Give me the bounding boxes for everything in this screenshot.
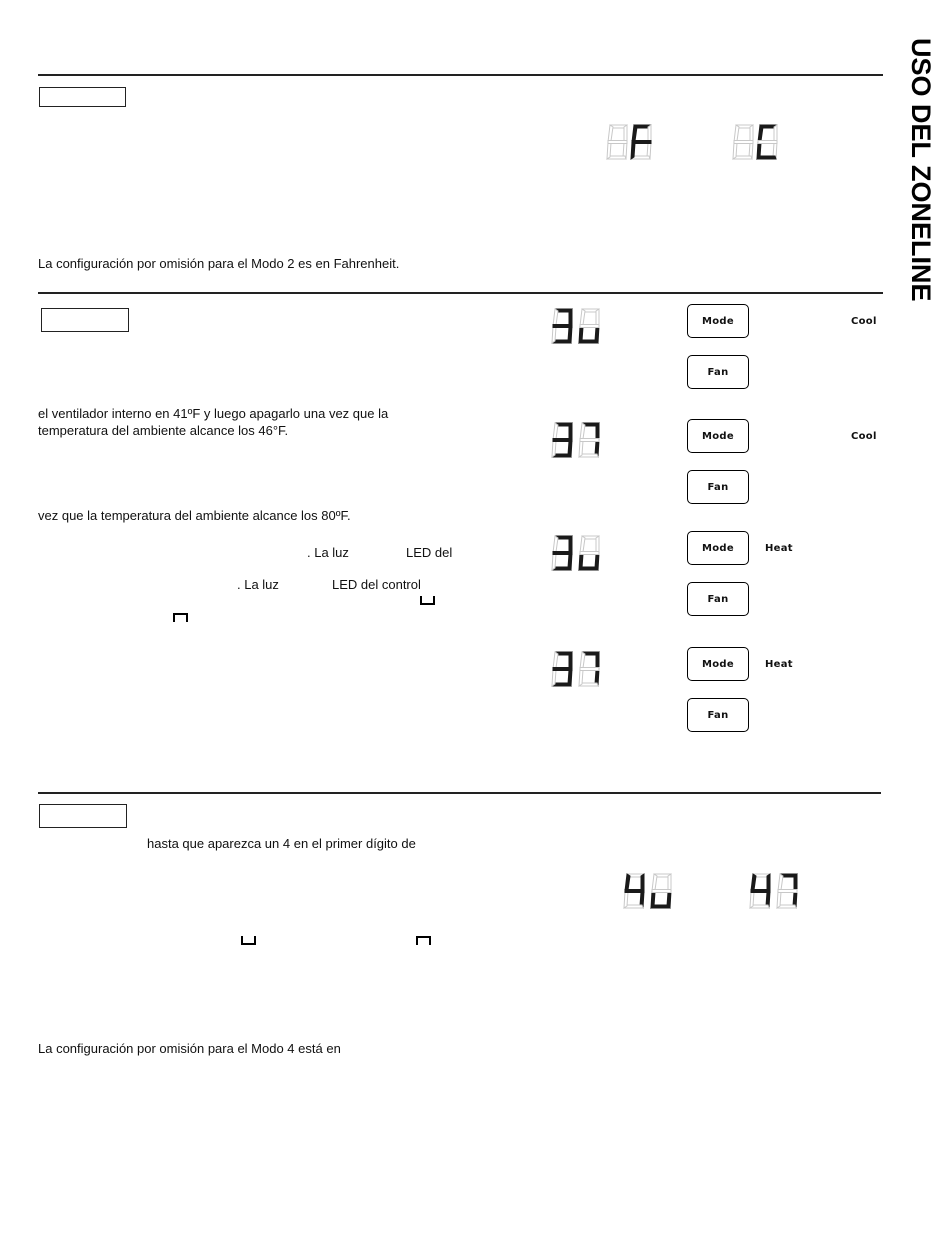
segment-e-off xyxy=(624,891,628,908)
display-8C xyxy=(733,125,777,159)
segment-e-off xyxy=(552,440,556,457)
fan-button[interactable]: Fan xyxy=(687,698,749,732)
segment-g-on xyxy=(553,552,572,555)
segment-g-off xyxy=(580,668,599,671)
segment-b-on xyxy=(596,423,599,440)
segment-g-on xyxy=(553,668,572,671)
segment-b-on xyxy=(569,423,572,440)
led-text-a2: LED del xyxy=(406,545,453,560)
cool-label: Cool xyxy=(851,316,877,327)
segment-b-off xyxy=(750,125,753,142)
section-1-rule xyxy=(38,74,883,76)
segment-e-on xyxy=(579,326,583,343)
led-text-b2: LED del control xyxy=(332,577,421,592)
side-section-title: USO DEL ZONELINE xyxy=(906,38,936,302)
segment-e-off xyxy=(552,669,556,686)
segment-b-on xyxy=(767,874,770,891)
segment-g-off xyxy=(580,552,599,555)
segment-e-on xyxy=(757,142,761,159)
led-off-symbol-icon xyxy=(241,936,256,945)
segment-g-off xyxy=(758,141,777,144)
segment-b-off xyxy=(624,125,627,142)
segment-f-off xyxy=(580,423,585,440)
segment-f-off xyxy=(778,874,783,891)
led-on-symbol-icon xyxy=(173,613,188,622)
section-2-label-box xyxy=(41,308,129,332)
segment-b-on xyxy=(569,652,572,669)
segment-f-off xyxy=(580,536,585,553)
segment-f-off xyxy=(608,125,613,142)
segment-b-on xyxy=(569,309,572,326)
display-4U xyxy=(624,874,671,908)
cool-note-line-1: el ventilador interno en 41ºF y luego apagarlo una vez que la xyxy=(38,406,389,421)
section-3-displays xyxy=(622,871,822,911)
segment-b-on xyxy=(569,536,572,553)
display-8F xyxy=(607,125,651,159)
segment-b-off xyxy=(596,309,599,326)
fan-button[interactable]: Fan xyxy=(687,470,749,504)
section-1-displays xyxy=(605,122,805,162)
segment-e-off xyxy=(579,669,583,686)
segment-b-off xyxy=(774,125,777,142)
mode-4-default-note: La configuración por omisión para el Modo 4 está en xyxy=(38,1041,341,1056)
segment-b-off xyxy=(668,874,671,891)
segment-g-off xyxy=(778,890,797,893)
segment-f-off xyxy=(553,423,558,440)
display-47 xyxy=(750,874,797,908)
segment-e-off xyxy=(733,142,737,159)
section-3-rule xyxy=(38,792,881,794)
section-3-label-box xyxy=(39,804,127,828)
display-3U-cool xyxy=(550,306,606,346)
section-2-rule xyxy=(38,292,883,294)
heat-label: Heat xyxy=(765,659,793,670)
mode-button[interactable]: Mode xyxy=(687,419,749,453)
segment-e-on xyxy=(579,553,583,570)
fan-button[interactable]: Fan xyxy=(687,355,749,389)
segment-f-off xyxy=(580,652,585,669)
segment-e-on xyxy=(631,142,635,159)
segment-g-on xyxy=(553,325,572,328)
segment-g-on xyxy=(553,439,572,442)
segment-f-off xyxy=(734,125,739,142)
mode-button[interactable]: Mode xyxy=(687,647,749,681)
segment-g-off xyxy=(580,325,599,328)
mode-button[interactable]: Mode xyxy=(687,531,749,565)
mode-4-instruction: hasta que aparezca un 4 en el primer dígito de xyxy=(147,836,416,851)
segment-g-on xyxy=(632,141,651,144)
segment-f-off xyxy=(553,309,558,326)
segment-g-off xyxy=(608,141,627,144)
segment-e-off xyxy=(750,891,754,908)
mode-button[interactable]: Mode xyxy=(687,304,749,338)
led-on-symbol-icon xyxy=(416,936,431,945)
segment-g-on xyxy=(751,890,770,893)
segment-f-on xyxy=(625,874,630,891)
segment-e-off xyxy=(552,553,556,570)
segment-f-off xyxy=(580,309,585,326)
display-37-cool xyxy=(550,420,606,460)
led-text-a1: . La luz xyxy=(307,545,349,560)
segment-e-off xyxy=(579,440,583,457)
segment-e-on xyxy=(651,891,655,908)
segment-f-on xyxy=(632,125,637,142)
segment-f-off xyxy=(652,874,657,891)
segment-f-on xyxy=(758,125,763,142)
cool-note-line-2: temperatura del ambiente alcance los 46°F. xyxy=(38,423,289,438)
segment-e-off xyxy=(607,142,611,159)
segment-e-off xyxy=(777,891,781,908)
segment-f-off xyxy=(553,652,558,669)
segment-g-off xyxy=(734,141,753,144)
section-1-label-box xyxy=(39,87,126,107)
segment-b-off xyxy=(596,536,599,553)
segment-e-off xyxy=(552,326,556,343)
segment-g-off xyxy=(652,890,671,893)
heat-note: vez que la temperatura del ambiente alcance los 80ºF. xyxy=(38,508,351,523)
segment-f-off xyxy=(553,536,558,553)
segment-g-off xyxy=(580,439,599,442)
segment-b-on xyxy=(596,652,599,669)
segment-g-on xyxy=(625,890,644,893)
mode-2-default-note: La configuración por omisión para el Modo 2 es en Fahrenheit. xyxy=(38,256,400,271)
cool-label: Cool xyxy=(851,431,877,442)
led-off-symbol-icon xyxy=(420,596,435,605)
segment-b-on xyxy=(794,874,797,891)
segment-b-off xyxy=(648,125,651,142)
heat-label: Heat xyxy=(765,543,793,554)
led-text-b1: . La luz xyxy=(237,577,279,592)
segment-f-on xyxy=(751,874,756,891)
display-3U-heat xyxy=(550,533,606,573)
fan-button[interactable]: Fan xyxy=(687,582,749,616)
display-37-heat xyxy=(550,649,606,689)
segment-b-on xyxy=(641,874,644,891)
